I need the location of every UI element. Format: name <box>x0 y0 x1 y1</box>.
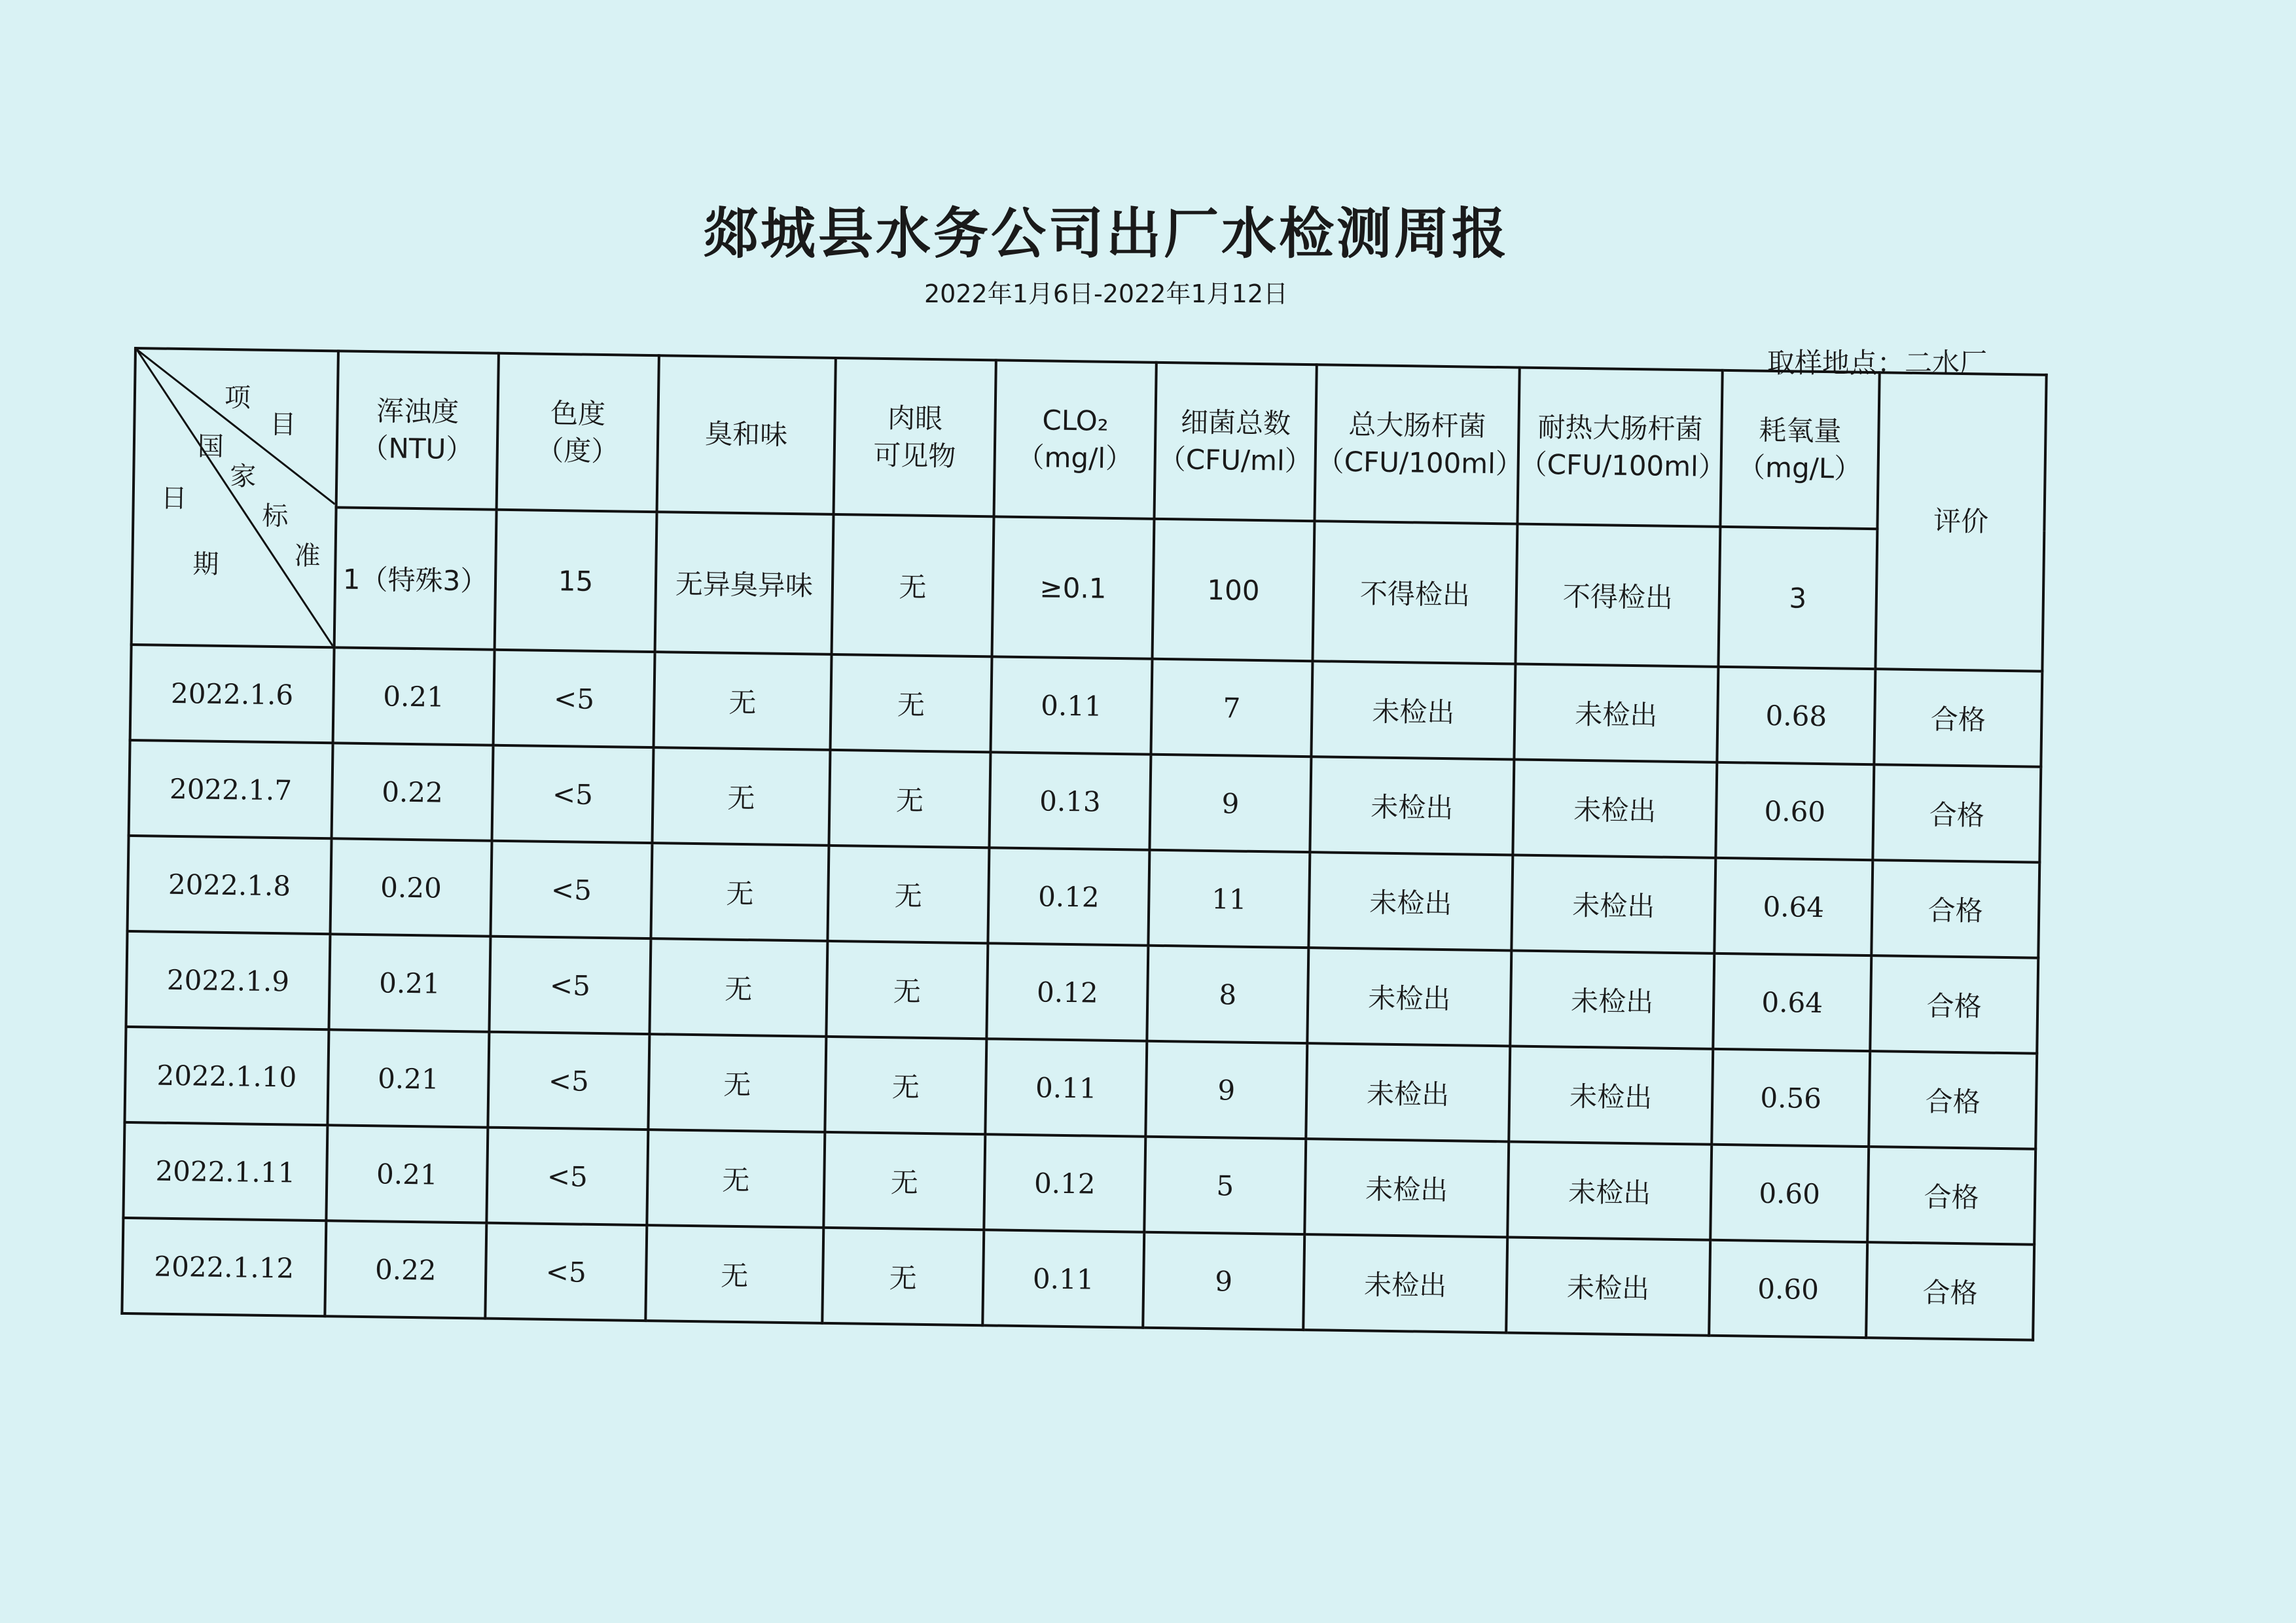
value-cell: 0.60 <box>1709 1240 1867 1338</box>
date-cell: 2022.1.7 <box>129 740 333 838</box>
standard-cell: 无异臭异味 <box>655 512 834 654</box>
date-cell: 2022.1.6 <box>130 645 334 743</box>
report-table <box>120 347 2047 1342</box>
result-cell: 合格 <box>1874 669 2042 767</box>
corner-label: 准 <box>294 541 321 572</box>
value-cell: 未检出 <box>1306 1043 1510 1141</box>
date-cell: 2022.1.9 <box>126 931 330 1029</box>
corner-label: 目 <box>270 409 296 440</box>
value-cell: 未检出 <box>1304 1139 1509 1237</box>
standard-cell: 3 <box>1718 527 1877 669</box>
standard-cell: 100 <box>1152 519 1314 661</box>
corner-label: 项 <box>224 382 251 414</box>
value-cell: 0.11 <box>985 1039 1147 1136</box>
value-cell: 0.12 <box>986 943 1148 1041</box>
value-cell: 无 <box>822 1228 984 1325</box>
value-cell: 0.11 <box>982 1230 1144 1327</box>
value-cell: <5 <box>492 745 654 843</box>
header-cell: 细菌总数 （CFU/ml） <box>1154 363 1316 521</box>
value-cell: 无 <box>826 941 988 1039</box>
value-cell: 无 <box>645 1225 823 1323</box>
result-cell: 合格 <box>1873 764 2041 863</box>
header-cell: 总大肠杆菌 （CFU/100ml） <box>1314 365 1519 524</box>
corner-label: 国 <box>197 431 224 462</box>
value-cell: 0.56 <box>1712 1049 1870 1147</box>
standard-cell: 1（特殊3） <box>334 507 497 649</box>
value-cell: <5 <box>488 1032 649 1130</box>
result-cell: 合格 <box>1870 955 2038 1054</box>
value-cell: <5 <box>486 1128 648 1225</box>
value-cell: 无 <box>654 652 832 750</box>
standard-cell: 15 <box>495 510 657 652</box>
date-cell: 2022.1.10 <box>124 1027 329 1125</box>
value-cell: 0.68 <box>1717 667 1875 764</box>
value-cell: 未检出 <box>1308 852 1513 950</box>
value-cell: 未检出 <box>1311 661 1515 759</box>
result-cell: 合格 <box>1866 1242 2034 1340</box>
value-cell: 无 <box>651 843 829 941</box>
date-range: 2022年1月6日-2022年1月12日 <box>924 279 1288 308</box>
date-cell: 2022.1.8 <box>128 836 332 934</box>
standards-row <box>132 505 2045 671</box>
result-cell: 合格 <box>1869 1051 2037 1149</box>
value-cell: 未检出 <box>1307 948 1511 1046</box>
result-cell: 合格 <box>1867 1147 2036 1245</box>
value-cell: 0.22 <box>325 1221 486 1318</box>
header-cell: CLO₂ （mg/l） <box>994 360 1157 518</box>
corner-label: 期 <box>192 549 219 580</box>
value-cell: 0.13 <box>989 752 1151 849</box>
corner-label: 标 <box>262 501 289 532</box>
corner-label: 家 <box>229 461 257 492</box>
header-cell: 耐热大肠杆菌 （CFU/100ml） <box>1517 368 1722 527</box>
value-cell: 未检出 <box>1511 855 1715 953</box>
standard-cell: 不得检出 <box>1312 521 1517 664</box>
value-cell: 无 <box>649 938 827 1037</box>
data-rows <box>122 645 2042 1340</box>
header-cell: 肉眼 可见物 <box>834 358 996 516</box>
value-cell: 无 <box>823 1132 985 1230</box>
value-cell: 5 <box>1144 1137 1306 1234</box>
value-cell: 未检出 <box>1510 950 1714 1048</box>
corner-header-cell <box>132 348 338 647</box>
standard-cell: 无 <box>832 514 994 656</box>
value-cell: 0.21 <box>333 647 495 745</box>
date-cell: 2022.1.11 <box>123 1122 327 1221</box>
value-cell: 无 <box>652 747 830 846</box>
header-cell: 耗氧量 （mg/L） <box>1720 370 1879 529</box>
result-cell: 合格 <box>1871 860 2039 958</box>
value-cell: 0.20 <box>331 838 492 936</box>
corner-label: 日 <box>160 483 188 514</box>
value-cell: 未检出 <box>1303 1234 1507 1332</box>
value-cell: 0.11 <box>990 656 1152 754</box>
header-cell: 臭和味 <box>657 355 836 514</box>
value-cell: 0.21 <box>327 1029 489 1127</box>
standard-cell: ≥0.1 <box>992 516 1155 658</box>
value-cell: 未检出 <box>1513 759 1717 857</box>
value-cell: 8 <box>1147 946 1308 1043</box>
date-cell: 2022.1.12 <box>122 1218 326 1316</box>
value-cell: 无 <box>827 846 989 943</box>
header-cell: 色度 （度） <box>497 353 659 512</box>
value-cell: 7 <box>1151 659 1312 757</box>
value-cell: 9 <box>1149 755 1311 852</box>
evaluation-header: 评价 <box>1875 372 2046 671</box>
value-cell: 9 <box>1143 1232 1304 1330</box>
value-cell: 0.64 <box>1713 954 1871 1051</box>
page-title: 郯城县水务公司出厂水检测周报 <box>702 202 1509 266</box>
value-cell: 0.12 <box>984 1134 1145 1232</box>
sampling-location: 取样地点：二水厂 <box>1767 347 1988 379</box>
value-cell: 无 <box>825 1037 986 1134</box>
header-cell: 浑浊度 （NTU） <box>336 351 499 509</box>
value-cell: 无 <box>647 1130 825 1228</box>
value-cell: 0.22 <box>332 743 493 840</box>
header-row <box>134 348 2047 531</box>
value-cell: 0.60 <box>1715 762 1874 860</box>
value-cell: 无 <box>648 1034 826 1132</box>
value-cell: 未检出 <box>1506 1237 1710 1335</box>
value-cell: <5 <box>493 650 655 747</box>
standard-cell: 不得检出 <box>1515 524 1720 667</box>
value-cell: <5 <box>490 841 652 938</box>
value-cell: 0.64 <box>1714 858 1873 955</box>
value-cell: 未检出 <box>1514 664 1718 762</box>
value-cell: 0.21 <box>326 1125 488 1222</box>
value-cell: 无 <box>829 750 990 847</box>
value-cell: 未检出 <box>1310 757 1514 855</box>
value-cell: 9 <box>1145 1041 1307 1139</box>
value-cell: 11 <box>1148 850 1310 948</box>
value-cell: <5 <box>485 1223 647 1321</box>
value-cell: <5 <box>489 936 651 1034</box>
value-cell: 未检出 <box>1507 1141 1712 1240</box>
value-cell: 未检出 <box>1509 1046 1713 1144</box>
value-cell: 0.21 <box>329 934 490 1031</box>
value-cell: 0.60 <box>1710 1145 1869 1242</box>
value-cell: 0.12 <box>988 847 1149 945</box>
value-cell: 无 <box>831 654 992 752</box>
